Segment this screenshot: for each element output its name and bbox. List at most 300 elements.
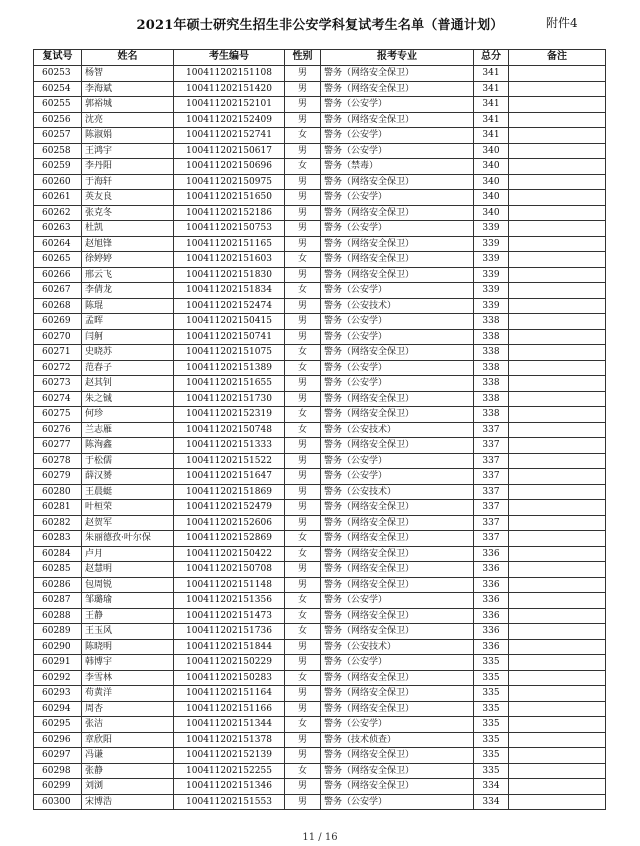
cell-major: 警务（公安学） bbox=[321, 97, 474, 113]
cell-candidate-id: 100411202152255 bbox=[174, 763, 285, 779]
cell-remarks bbox=[509, 81, 606, 97]
table-row bbox=[34, 360, 606, 376]
cell-major: 警务（网络安全保卫） bbox=[321, 81, 474, 97]
cell-candidate-id: 100411202150696 bbox=[174, 159, 285, 175]
cell-major: 警务（禁毒） bbox=[321, 159, 474, 175]
cell-exam-no: 60298 bbox=[34, 763, 82, 779]
cell-exam-no: 60267 bbox=[34, 283, 82, 299]
cell-score: 338 bbox=[474, 376, 509, 392]
cell-sex: 女 bbox=[285, 422, 321, 438]
cell-sex: 男 bbox=[285, 298, 321, 314]
cell-candidate-id: 100411202152741 bbox=[174, 128, 285, 144]
cell-name: 韩博宇 bbox=[82, 655, 174, 671]
cell-exam-no: 60289 bbox=[34, 624, 82, 640]
cell-score: 337 bbox=[474, 500, 509, 516]
cell-score: 338 bbox=[474, 391, 509, 407]
table-row bbox=[34, 66, 606, 82]
cell-remarks bbox=[509, 283, 606, 299]
cell-major: 警务（公安技术） bbox=[321, 484, 474, 500]
table-row bbox=[34, 763, 606, 779]
cell-score: 339 bbox=[474, 283, 509, 299]
cell-score: 335 bbox=[474, 717, 509, 733]
cell-candidate-id: 100411202150229 bbox=[174, 655, 285, 671]
cell-name: 周杏 bbox=[82, 701, 174, 717]
cell-major: 警务（公安学） bbox=[321, 593, 474, 609]
table-row bbox=[34, 531, 606, 547]
cell-sex: 男 bbox=[285, 236, 321, 252]
cell-exam-no: 60254 bbox=[34, 81, 82, 97]
table-row bbox=[34, 546, 606, 562]
table-row bbox=[34, 655, 606, 671]
cell-major: 警务（网络安全保卫） bbox=[321, 701, 474, 717]
cell-score: 337 bbox=[474, 422, 509, 438]
cell-candidate-id: 100411202151108 bbox=[174, 66, 285, 82]
cell-name: 史晓苏 bbox=[82, 345, 174, 361]
table-row bbox=[34, 190, 606, 206]
cell-name: 英友良 bbox=[82, 190, 174, 206]
table-row bbox=[34, 608, 606, 624]
cell-sex: 女 bbox=[285, 345, 321, 361]
cell-exam-no: 60262 bbox=[34, 205, 82, 221]
cell-candidate-id: 100411202151844 bbox=[174, 639, 285, 655]
cell-major: 警务（网络安全保卫） bbox=[321, 205, 474, 221]
table-row bbox=[34, 794, 606, 810]
cell-sex: 女 bbox=[285, 252, 321, 268]
cell-remarks bbox=[509, 763, 606, 779]
cell-sex: 女 bbox=[285, 360, 321, 376]
cell-remarks bbox=[509, 794, 606, 810]
cell-score: 336 bbox=[474, 608, 509, 624]
cell-exam-no: 60293 bbox=[34, 686, 82, 702]
document-title-text: 2021年硕士研究生招生非公安学科复试考生名单（普通计划） bbox=[136, 18, 504, 33]
cell-sex: 男 bbox=[285, 469, 321, 485]
cell-candidate-id: 100411202151603 bbox=[174, 252, 285, 268]
table-row bbox=[34, 112, 606, 128]
table-row bbox=[34, 438, 606, 454]
table-row bbox=[34, 221, 606, 237]
cell-name: 张洁 bbox=[82, 717, 174, 733]
cell-remarks bbox=[509, 608, 606, 624]
cell-sex: 男 bbox=[285, 221, 321, 237]
cell-sex: 男 bbox=[285, 112, 321, 128]
cell-exam-no: 60266 bbox=[34, 267, 82, 283]
cell-exam-no: 60273 bbox=[34, 376, 82, 392]
cell-candidate-id: 100411202152479 bbox=[174, 500, 285, 516]
cell-score: 339 bbox=[474, 221, 509, 237]
cell-major: 警务（网络安全保卫） bbox=[321, 779, 474, 795]
cell-name: 张静 bbox=[82, 763, 174, 779]
table-row bbox=[34, 422, 606, 438]
cell-major: 警务（网络安全保卫） bbox=[321, 608, 474, 624]
cell-candidate-id: 100411202151389 bbox=[174, 360, 285, 376]
cell-score: 337 bbox=[474, 515, 509, 531]
cell-score: 341 bbox=[474, 112, 509, 128]
table-row bbox=[34, 345, 606, 361]
attachment-label: 附件4 bbox=[546, 16, 578, 30]
cell-remarks bbox=[509, 376, 606, 392]
cell-exam-no: 60283 bbox=[34, 531, 82, 547]
cell-exam-no: 60292 bbox=[34, 670, 82, 686]
cell-score: 336 bbox=[474, 546, 509, 562]
cell-candidate-id: 100411202152409 bbox=[174, 112, 285, 128]
cell-name: 兰志雁 bbox=[82, 422, 174, 438]
cell-score: 335 bbox=[474, 670, 509, 686]
cell-exam-no: 60291 bbox=[34, 655, 82, 671]
cell-name: 包周锐 bbox=[82, 577, 174, 593]
cell-sex: 女 bbox=[285, 531, 321, 547]
cell-exam-no: 60271 bbox=[34, 345, 82, 361]
table-row bbox=[34, 267, 606, 283]
table-row bbox=[34, 562, 606, 578]
table-row bbox=[34, 97, 606, 113]
cell-major: 警务（公安学） bbox=[321, 717, 474, 733]
table-row bbox=[34, 81, 606, 97]
cell-candidate-id: 100411202150708 bbox=[174, 562, 285, 578]
cell-exam-no: 60272 bbox=[34, 360, 82, 376]
cell-exam-no: 60275 bbox=[34, 407, 82, 423]
cell-exam-no: 60287 bbox=[34, 593, 82, 609]
table-row bbox=[34, 128, 606, 144]
table-row bbox=[34, 639, 606, 655]
cell-name: 邹璐瑜 bbox=[82, 593, 174, 609]
cell-name: 王静 bbox=[82, 608, 174, 624]
cell-score: 337 bbox=[474, 438, 509, 454]
cell-remarks bbox=[509, 515, 606, 531]
cell-remarks bbox=[509, 655, 606, 671]
cell-remarks bbox=[509, 298, 606, 314]
cell-sex: 女 bbox=[285, 593, 321, 609]
cell-exam-no: 60280 bbox=[34, 484, 82, 500]
cell-candidate-id: 100411202151553 bbox=[174, 794, 285, 810]
table-row bbox=[34, 453, 606, 469]
cell-exam-no: 60294 bbox=[34, 701, 82, 717]
cell-exam-no: 60277 bbox=[34, 438, 82, 454]
cell-score: 341 bbox=[474, 81, 509, 97]
cell-candidate-id: 100411202152186 bbox=[174, 205, 285, 221]
cell-score: 339 bbox=[474, 236, 509, 252]
cell-sex: 男 bbox=[285, 143, 321, 159]
table-row bbox=[34, 298, 606, 314]
cell-major: 警务（网络安全保卫） bbox=[321, 562, 474, 578]
cell-candidate-id: 100411202151346 bbox=[174, 779, 285, 795]
cell-major: 警务（网络安全保卫） bbox=[321, 748, 474, 764]
cell-name: 范春子 bbox=[82, 360, 174, 376]
header-remarks: 备注 bbox=[509, 50, 606, 66]
cell-major: 警务（网络安全保卫） bbox=[321, 236, 474, 252]
cell-score: 336 bbox=[474, 639, 509, 655]
cell-score: 338 bbox=[474, 407, 509, 423]
cell-score: 335 bbox=[474, 655, 509, 671]
cell-score: 337 bbox=[474, 484, 509, 500]
cell-remarks bbox=[509, 128, 606, 144]
cell-remarks bbox=[509, 252, 606, 268]
cell-name: 薛汉赟 bbox=[82, 469, 174, 485]
cell-major: 警务（网络安全保卫） bbox=[321, 531, 474, 547]
cell-major: 警务（公安学） bbox=[321, 190, 474, 206]
cell-remarks bbox=[509, 143, 606, 159]
cell-score: 335 bbox=[474, 701, 509, 717]
table-row bbox=[34, 143, 606, 159]
cell-sex: 男 bbox=[285, 686, 321, 702]
cell-remarks bbox=[509, 205, 606, 221]
cell-name: 李雪林 bbox=[82, 670, 174, 686]
cell-name: 沈亮 bbox=[82, 112, 174, 128]
cell-candidate-id: 100411202152474 bbox=[174, 298, 285, 314]
cell-candidate-id: 100411202150741 bbox=[174, 329, 285, 345]
cell-remarks bbox=[509, 345, 606, 361]
cell-candidate-id: 100411202151378 bbox=[174, 732, 285, 748]
table-row bbox=[34, 717, 606, 733]
cell-major: 警务（公安学） bbox=[321, 329, 474, 345]
cell-candidate-id: 100411202151344 bbox=[174, 717, 285, 733]
cell-exam-no: 60300 bbox=[34, 794, 82, 810]
cell-name: 陈晓明 bbox=[82, 639, 174, 655]
cell-remarks bbox=[509, 407, 606, 423]
cell-remarks bbox=[509, 190, 606, 206]
cell-exam-no: 60285 bbox=[34, 562, 82, 578]
table-row bbox=[34, 500, 606, 516]
cell-name: 杨智 bbox=[82, 66, 174, 82]
cell-candidate-id: 100411202150753 bbox=[174, 221, 285, 237]
cell-name: 赵慧明 bbox=[82, 562, 174, 578]
table-row bbox=[34, 701, 606, 717]
cell-exam-no: 60278 bbox=[34, 453, 82, 469]
cell-candidate-id: 100411202151420 bbox=[174, 81, 285, 97]
cell-score: 339 bbox=[474, 298, 509, 314]
cell-remarks bbox=[509, 422, 606, 438]
cell-sex: 女 bbox=[285, 763, 321, 779]
cell-remarks bbox=[509, 577, 606, 593]
cell-major: 警务（公安学） bbox=[321, 143, 474, 159]
cell-exam-no: 60261 bbox=[34, 190, 82, 206]
cell-name: 孟晖 bbox=[82, 314, 174, 330]
cell-score: 341 bbox=[474, 128, 509, 144]
table-row bbox=[34, 159, 606, 175]
cell-candidate-id: 100411202150975 bbox=[174, 174, 285, 190]
cell-exam-no: 60279 bbox=[34, 469, 82, 485]
table-row bbox=[34, 748, 606, 764]
cell-sex: 女 bbox=[285, 128, 321, 144]
cell-exam-no: 60295 bbox=[34, 717, 82, 733]
cell-sex: 男 bbox=[285, 453, 321, 469]
cell-sex: 男 bbox=[285, 174, 321, 190]
header-sex: 性别 bbox=[285, 50, 321, 66]
cell-remarks bbox=[509, 624, 606, 640]
cell-sex: 男 bbox=[285, 732, 321, 748]
cell-exam-no: 60259 bbox=[34, 159, 82, 175]
cell-remarks bbox=[509, 391, 606, 407]
cell-major: 警务（公安学） bbox=[321, 360, 474, 376]
table-row bbox=[34, 283, 606, 299]
cell-candidate-id: 100411202151356 bbox=[174, 593, 285, 609]
cell-major: 警务（公安学） bbox=[321, 655, 474, 671]
cell-sex: 女 bbox=[285, 159, 321, 175]
table-row bbox=[34, 329, 606, 345]
cell-major: 警务（公安学） bbox=[321, 221, 474, 237]
cell-candidate-id: 100411202150422 bbox=[174, 546, 285, 562]
cell-exam-no: 60257 bbox=[34, 128, 82, 144]
cell-score: 334 bbox=[474, 779, 509, 795]
table-row bbox=[34, 236, 606, 252]
cell-name: 冯谦 bbox=[82, 748, 174, 764]
cell-exam-no: 60299 bbox=[34, 779, 82, 795]
cell-remarks bbox=[509, 717, 606, 733]
cell-exam-no: 60265 bbox=[34, 252, 82, 268]
cell-name: 朱丽德孜·叶尔保 bbox=[82, 531, 174, 547]
cell-remarks bbox=[509, 360, 606, 376]
cell-name: 宋博浩 bbox=[82, 794, 174, 810]
header-name: 姓名 bbox=[82, 50, 174, 66]
page-number: 11 / 16 bbox=[302, 832, 338, 843]
cell-exam-no: 60276 bbox=[34, 422, 82, 438]
cell-exam-no: 60268 bbox=[34, 298, 82, 314]
cell-candidate-id: 100411202151834 bbox=[174, 283, 285, 299]
cell-sex: 女 bbox=[285, 608, 321, 624]
cell-candidate-id: 100411202151166 bbox=[174, 701, 285, 717]
table-row bbox=[34, 593, 606, 609]
cell-name: 卢月 bbox=[82, 546, 174, 562]
cell-exam-no: 60286 bbox=[34, 577, 82, 593]
cell-name: 陈淑娟 bbox=[82, 128, 174, 144]
cell-candidate-id: 100411202150415 bbox=[174, 314, 285, 330]
cell-score: 336 bbox=[474, 562, 509, 578]
cell-name: 王鸿宇 bbox=[82, 143, 174, 159]
cell-major: 警务（网络安全保卫） bbox=[321, 438, 474, 454]
cell-candidate-id: 100411202151075 bbox=[174, 345, 285, 361]
cell-name: 章欣阳 bbox=[82, 732, 174, 748]
cell-remarks bbox=[509, 469, 606, 485]
cell-remarks bbox=[509, 546, 606, 562]
cell-candidate-id: 100411202150617 bbox=[174, 143, 285, 159]
cell-remarks bbox=[509, 66, 606, 82]
cell-sex: 男 bbox=[285, 205, 321, 221]
cell-candidate-id: 100411202151830 bbox=[174, 267, 285, 283]
table-row bbox=[34, 515, 606, 531]
cell-candidate-id: 100411202151655 bbox=[174, 376, 285, 392]
header-score: 总分 bbox=[474, 50, 509, 66]
cell-sex: 男 bbox=[285, 267, 321, 283]
table-row bbox=[34, 205, 606, 221]
cell-exam-no: 60258 bbox=[34, 143, 82, 159]
table-row bbox=[34, 779, 606, 795]
cell-name: 杜凯 bbox=[82, 221, 174, 237]
cell-major: 警务（网络安全保卫） bbox=[321, 546, 474, 562]
cell-remarks bbox=[509, 438, 606, 454]
cell-major: 警务（网络安全保卫） bbox=[321, 577, 474, 593]
cell-remarks bbox=[509, 531, 606, 547]
cell-major: 警务（网络安全保卫） bbox=[321, 624, 474, 640]
cell-major: 警务（公安学） bbox=[321, 376, 474, 392]
cell-candidate-id: 100411202152869 bbox=[174, 531, 285, 547]
header-major: 报考专业 bbox=[321, 50, 474, 66]
cell-sex: 男 bbox=[285, 314, 321, 330]
cell-exam-no: 60260 bbox=[34, 174, 82, 190]
cell-exam-no: 60288 bbox=[34, 608, 82, 624]
table-row bbox=[34, 686, 606, 702]
table-body bbox=[34, 66, 606, 810]
cell-name: 徐婷婷 bbox=[82, 252, 174, 268]
cell-candidate-id: 100411202151869 bbox=[174, 484, 285, 500]
cell-remarks bbox=[509, 639, 606, 655]
cell-name: 赵旭锋 bbox=[82, 236, 174, 252]
cell-score: 341 bbox=[474, 66, 509, 82]
table-header-row bbox=[34, 50, 606, 66]
cell-name: 赵其钊 bbox=[82, 376, 174, 392]
cell-remarks bbox=[509, 159, 606, 175]
table-row bbox=[34, 314, 606, 330]
cell-candidate-id: 100411202152139 bbox=[174, 748, 285, 764]
table-row bbox=[34, 624, 606, 640]
cell-name: 朱之铖 bbox=[82, 391, 174, 407]
cell-name: 苟黄洋 bbox=[82, 686, 174, 702]
cell-remarks bbox=[509, 686, 606, 702]
cell-sex: 女 bbox=[285, 624, 321, 640]
cell-score: 340 bbox=[474, 174, 509, 190]
cell-major: 警务（网络安全保卫） bbox=[321, 515, 474, 531]
table-row bbox=[34, 670, 606, 686]
table-row bbox=[34, 174, 606, 190]
cell-score: 339 bbox=[474, 267, 509, 283]
cell-exam-no: 60296 bbox=[34, 732, 82, 748]
cell-exam-no: 60282 bbox=[34, 515, 82, 531]
cell-major: 警务（公安学） bbox=[321, 128, 474, 144]
cell-score: 340 bbox=[474, 159, 509, 175]
cell-remarks bbox=[509, 267, 606, 283]
cell-name: 何珍 bbox=[82, 407, 174, 423]
cell-major: 警务（网络安全保卫） bbox=[321, 345, 474, 361]
cell-sex: 女 bbox=[285, 717, 321, 733]
header-candidate-id: 考生编号 bbox=[174, 50, 285, 66]
cell-candidate-id: 100411202150283 bbox=[174, 670, 285, 686]
cell-score: 340 bbox=[474, 190, 509, 206]
cell-major: 警务（网络安全保卫） bbox=[321, 66, 474, 82]
cell-major: 警务（网络安全保卫） bbox=[321, 391, 474, 407]
cell-name: 李海斌 bbox=[82, 81, 174, 97]
cell-major: 警务（网络安全保卫） bbox=[321, 670, 474, 686]
cell-major: 警务（网络安全保卫） bbox=[321, 407, 474, 423]
cell-major: 警务（网络安全保卫） bbox=[321, 763, 474, 779]
cell-sex: 男 bbox=[285, 748, 321, 764]
cell-sex: 男 bbox=[285, 562, 321, 578]
cell-exam-no: 60256 bbox=[34, 112, 82, 128]
cell-score: 335 bbox=[474, 748, 509, 764]
cell-score: 336 bbox=[474, 624, 509, 640]
cell-exam-no: 60263 bbox=[34, 221, 82, 237]
cell-sex: 男 bbox=[285, 438, 321, 454]
cell-sex: 男 bbox=[285, 97, 321, 113]
cell-score: 335 bbox=[474, 763, 509, 779]
cell-name: 李丹阳 bbox=[82, 159, 174, 175]
cell-score: 338 bbox=[474, 314, 509, 330]
cell-candidate-id: 100411202151333 bbox=[174, 438, 285, 454]
cell-major: 警务（网络安全保卫） bbox=[321, 500, 474, 516]
document-title bbox=[0, 14, 640, 33]
cell-sex: 男 bbox=[285, 701, 321, 717]
cell-sex: 男 bbox=[285, 81, 321, 97]
cell-sex: 男 bbox=[285, 329, 321, 345]
cell-score: 338 bbox=[474, 329, 509, 345]
cell-score: 337 bbox=[474, 469, 509, 485]
cell-name: 王玉风 bbox=[82, 624, 174, 640]
cell-sex: 女 bbox=[285, 546, 321, 562]
cell-sex: 男 bbox=[285, 66, 321, 82]
cell-score: 337 bbox=[474, 531, 509, 547]
cell-candidate-id: 100411202151730 bbox=[174, 391, 285, 407]
cell-remarks bbox=[509, 236, 606, 252]
cell-major: 警务（公安学） bbox=[321, 453, 474, 469]
header-exam-no: 复试号 bbox=[34, 50, 82, 66]
cell-candidate-id: 100411202151647 bbox=[174, 469, 285, 485]
